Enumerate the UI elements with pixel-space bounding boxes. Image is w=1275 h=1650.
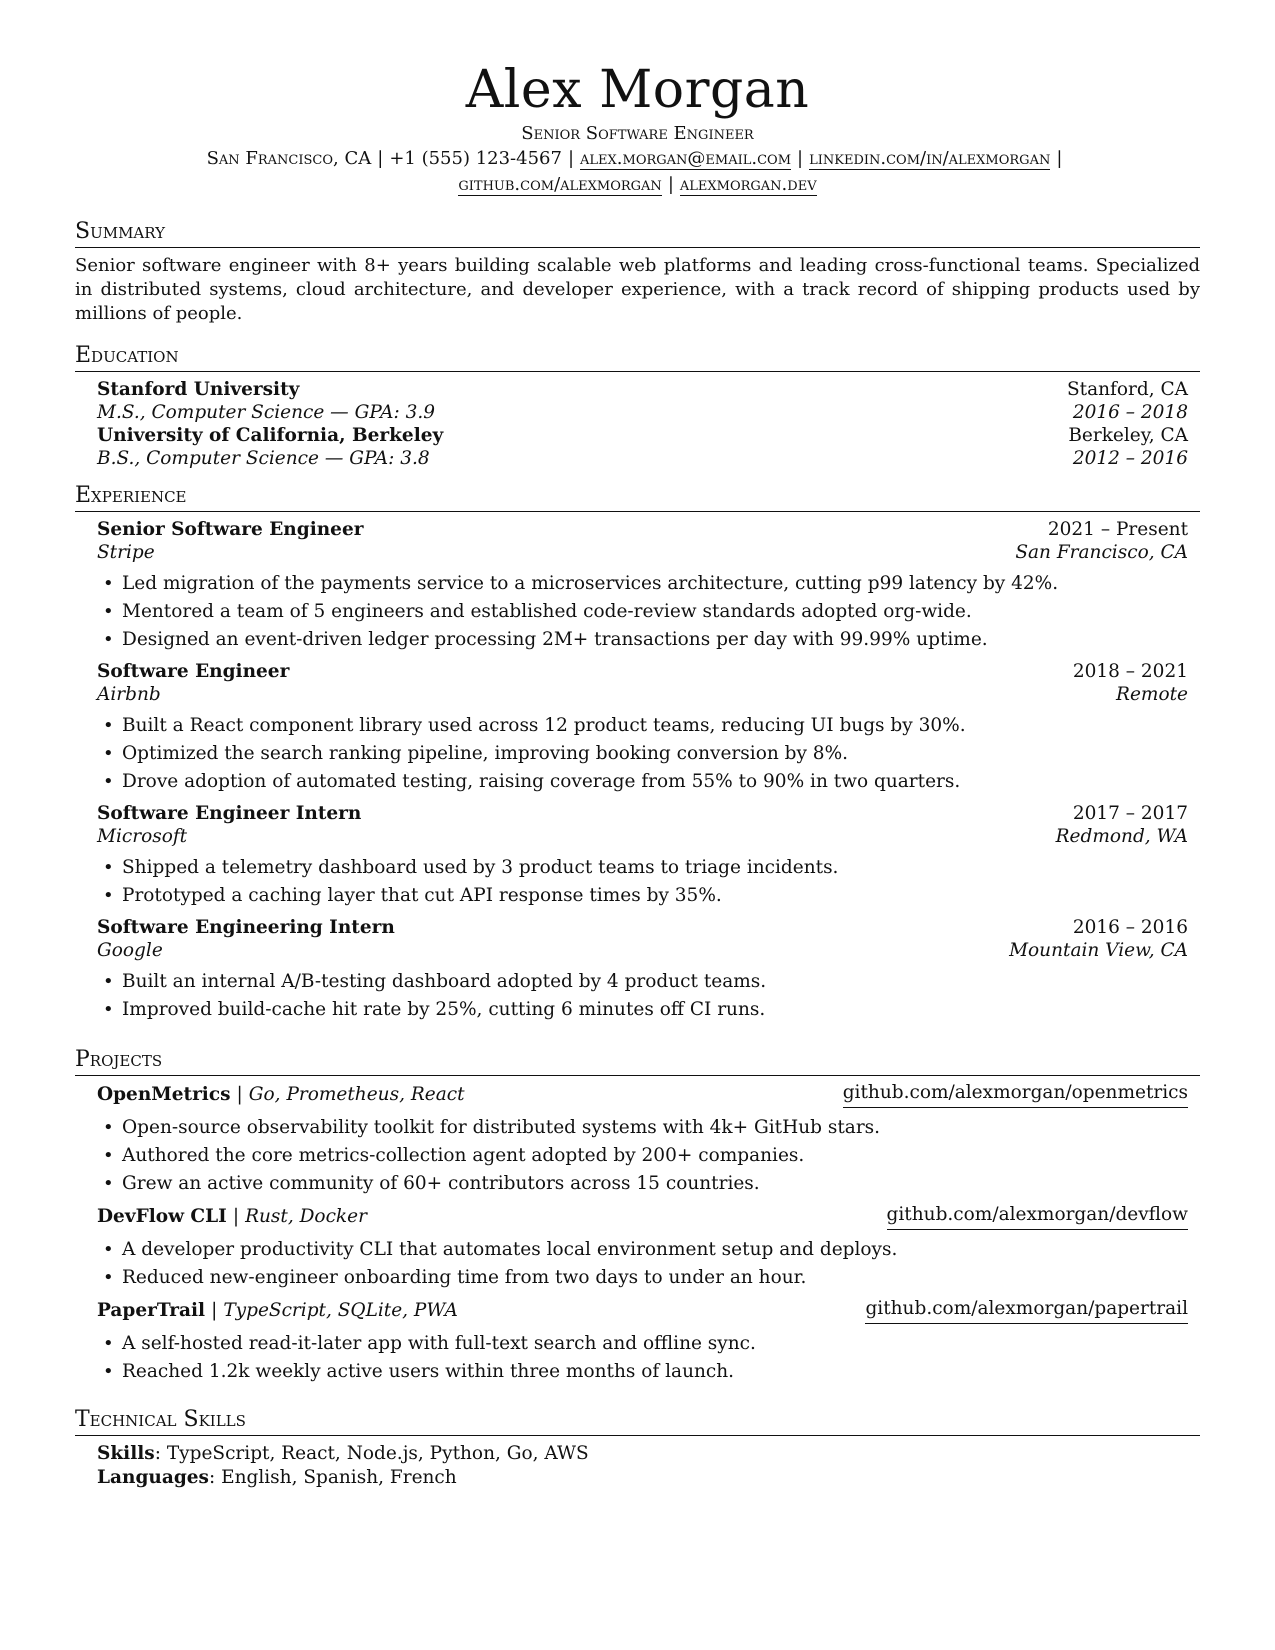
job-location: Redmond, WA xyxy=(1055,826,1188,847)
job-location: Remote xyxy=(1116,684,1188,705)
experience-entry xyxy=(75,802,1200,848)
bullet-item: • Optimized the search ranking pipeline, improving booking conversion by 8%. xyxy=(122,740,1200,768)
skills-label: Skills xyxy=(97,1443,155,1464)
job-title: Software Engineering Intern xyxy=(97,917,395,938)
education-dates: 2016 – 2018 xyxy=(1072,402,1188,423)
separator: | xyxy=(667,174,674,195)
project-stack: Rust, Docker xyxy=(245,1206,367,1227)
degree: B.S., Computer Science — GPA: 3.8 xyxy=(97,448,430,469)
project-entry xyxy=(75,1204,1200,1230)
bullet-item: • Open-source observability toolkit for distributed systems with 4k+ GitHub stars. xyxy=(122,1114,1200,1142)
separator: | xyxy=(797,148,804,169)
school-name: Stanford University xyxy=(97,379,300,400)
bullet-item: • A developer productivity CLI that automates local environment setup and deploys. xyxy=(122,1236,1200,1264)
bullet-item: • Reached 1.2k weekly active users within three months of launch. xyxy=(122,1358,1200,1386)
bullet-item: • Built an internal A/B-testing dashboard adopted by 4 product teams. xyxy=(122,968,1200,996)
experience-entry xyxy=(75,916,1200,962)
project-bullets xyxy=(75,1330,1200,1386)
project-entry xyxy=(75,1298,1200,1324)
degree: M.S., Computer Science — GPA: 3.9 xyxy=(97,402,435,423)
experience-section xyxy=(75,482,1200,1024)
bullet-item: • Shipped a telemetry dashboard used by 3 product teams to triage incidents. xyxy=(122,854,1200,882)
languages-line: Languages: English, Spanish, French xyxy=(97,1467,457,1488)
separator: | xyxy=(567,148,575,169)
separator: | xyxy=(236,1084,243,1105)
skills-section xyxy=(75,1406,1200,1490)
education-dates: 2012 – 2016 xyxy=(1072,448,1188,469)
experience-bullets xyxy=(75,570,1200,654)
experience-bullets xyxy=(75,712,1200,796)
experience-entry xyxy=(75,660,1200,706)
job-title: Software Engineer xyxy=(97,661,290,682)
skills-line: Skills: TypeScript, React, Node.js, Python, Go, AWS xyxy=(97,1443,589,1464)
project-bullets xyxy=(75,1114,1200,1198)
contact-phone: +1 (555) 123-4567 xyxy=(389,148,562,169)
summary-section xyxy=(75,218,1200,326)
education-section xyxy=(75,342,1200,470)
company-name: Microsoft xyxy=(97,826,188,847)
contact-linkedin-link[interactable]: linkedin.com/in/alexmorgan xyxy=(809,148,1051,169)
project-bullets xyxy=(75,1236,1200,1292)
job-dates: 2018 – 2021 xyxy=(1072,661,1188,682)
contact-github-link[interactable]: github.com/alexmorgan xyxy=(458,174,662,195)
project-name: DevFlow CLI xyxy=(97,1206,227,1227)
candidate-name: Alex Morgan xyxy=(465,60,810,120)
project-link[interactable]: github.com/alexmorgan/devflow xyxy=(887,1204,1188,1230)
resume-header xyxy=(75,60,1200,198)
bullet-item: • Built a React component library used across 12 product teams, reducing UI bugs by 30%. xyxy=(122,712,1200,740)
bullet-item: • Led migration of the payments service to a microservices architecture, cutting p99 latency by 42%. xyxy=(122,570,1200,598)
projects-heading: Projects xyxy=(75,1046,1200,1076)
candidate-role: Senior Software Engineer xyxy=(521,123,754,144)
school-location: Stanford, CA xyxy=(1067,379,1188,400)
separator: | xyxy=(1056,148,1063,169)
separator: | xyxy=(211,1300,218,1321)
bullet-item: • A self-hosted read-it-later app with full-text search and offline sync. xyxy=(122,1330,1200,1358)
project-link[interactable]: github.com/alexmorgan/papertrail xyxy=(865,1298,1188,1324)
bullet-item: • Mentored a team of 5 engineers and established code-review standards adopted org-wide. xyxy=(122,598,1200,626)
projects-section xyxy=(75,1046,1200,1386)
contact-line-2 xyxy=(75,172,1200,198)
experience-entry xyxy=(75,518,1200,564)
contact-line-1 xyxy=(75,146,1200,172)
skills-value: TypeScript, React, Node.js, Python, Go, AWS xyxy=(166,1443,589,1464)
bullet-item: • Grew an active community of 60+ contributors across 15 countries. xyxy=(122,1170,1200,1198)
experience-heading: Experience xyxy=(75,482,1200,512)
project-link[interactable]: github.com/alexmorgan/openmetrics xyxy=(843,1082,1188,1108)
summary-heading: Summary xyxy=(75,218,1200,248)
job-dates: 2016 – 2016 xyxy=(1072,917,1188,938)
company-name: Stripe xyxy=(97,542,155,563)
separator: | xyxy=(377,148,384,169)
summary-text: Senior software engineer with 8+ years building scalable web platforms and leading cross-functional teams. Specialized in distributed systems, cloud architecture, and developer experience, with a track record of shipping products used by millions of people. xyxy=(75,255,1200,324)
contact-website-link[interactable]: alexmorgan.dev xyxy=(679,174,817,195)
bullet-item: • Authored the core metrics-collection agent adopted by 200+ companies. xyxy=(122,1142,1200,1170)
skills-heading: Technical Skills xyxy=(75,1406,1200,1436)
project-stack: TypeScript, SQLite, PWA xyxy=(223,1300,458,1321)
bullet-item: • Drove adoption of automated testing, raising coverage from 55% to 90% in two quarters. xyxy=(122,768,1200,796)
school-location: Berkeley, CA xyxy=(1068,425,1188,446)
school-name: University of California, Berkeley xyxy=(97,425,444,446)
project-name: PaperTrail xyxy=(97,1300,206,1321)
education-entry xyxy=(75,378,1200,424)
separator: | xyxy=(232,1206,240,1227)
bullet-item: • Reduced new-engineer onboarding time from two days to under an hour. xyxy=(122,1264,1200,1292)
education-heading: Education xyxy=(75,342,1200,372)
job-title: Software Engineer Intern xyxy=(97,803,362,824)
contact-email-link[interactable]: alex.morgan@email.com xyxy=(580,148,792,169)
job-dates: 2021 – Present xyxy=(1047,519,1188,540)
bullet-item: • Prototyped a caching layer that cut API response times by 35%. xyxy=(122,882,1200,910)
company-name: Google xyxy=(97,940,163,961)
project-stack: Go, Prometheus, React xyxy=(248,1084,465,1105)
experience-bullets xyxy=(75,968,1200,1024)
project-entry xyxy=(75,1082,1200,1108)
languages-label: Languages xyxy=(97,1467,209,1488)
languages-value: English, Spanish, French xyxy=(221,1467,457,1488)
contact-location: San Francisco, CA xyxy=(206,148,372,169)
bullet-item: • Improved build-cache hit rate by 25%, cutting 6 minutes off CI runs. xyxy=(122,996,1200,1024)
job-location: San Francisco, CA xyxy=(1015,542,1188,563)
education-entry xyxy=(75,424,1200,470)
job-title: Senior Software Engineer xyxy=(97,519,364,540)
job-location: Mountain View, CA xyxy=(1009,940,1188,961)
job-dates: 2017 – 2017 xyxy=(1072,803,1188,824)
experience-bullets xyxy=(75,854,1200,910)
company-name: Airbnb xyxy=(97,684,161,705)
project-name: OpenMetrics xyxy=(97,1084,231,1105)
bullet-item: • Designed an event-driven ledger processing 2M+ transactions per day with 99.99% uptime. xyxy=(122,626,1200,654)
